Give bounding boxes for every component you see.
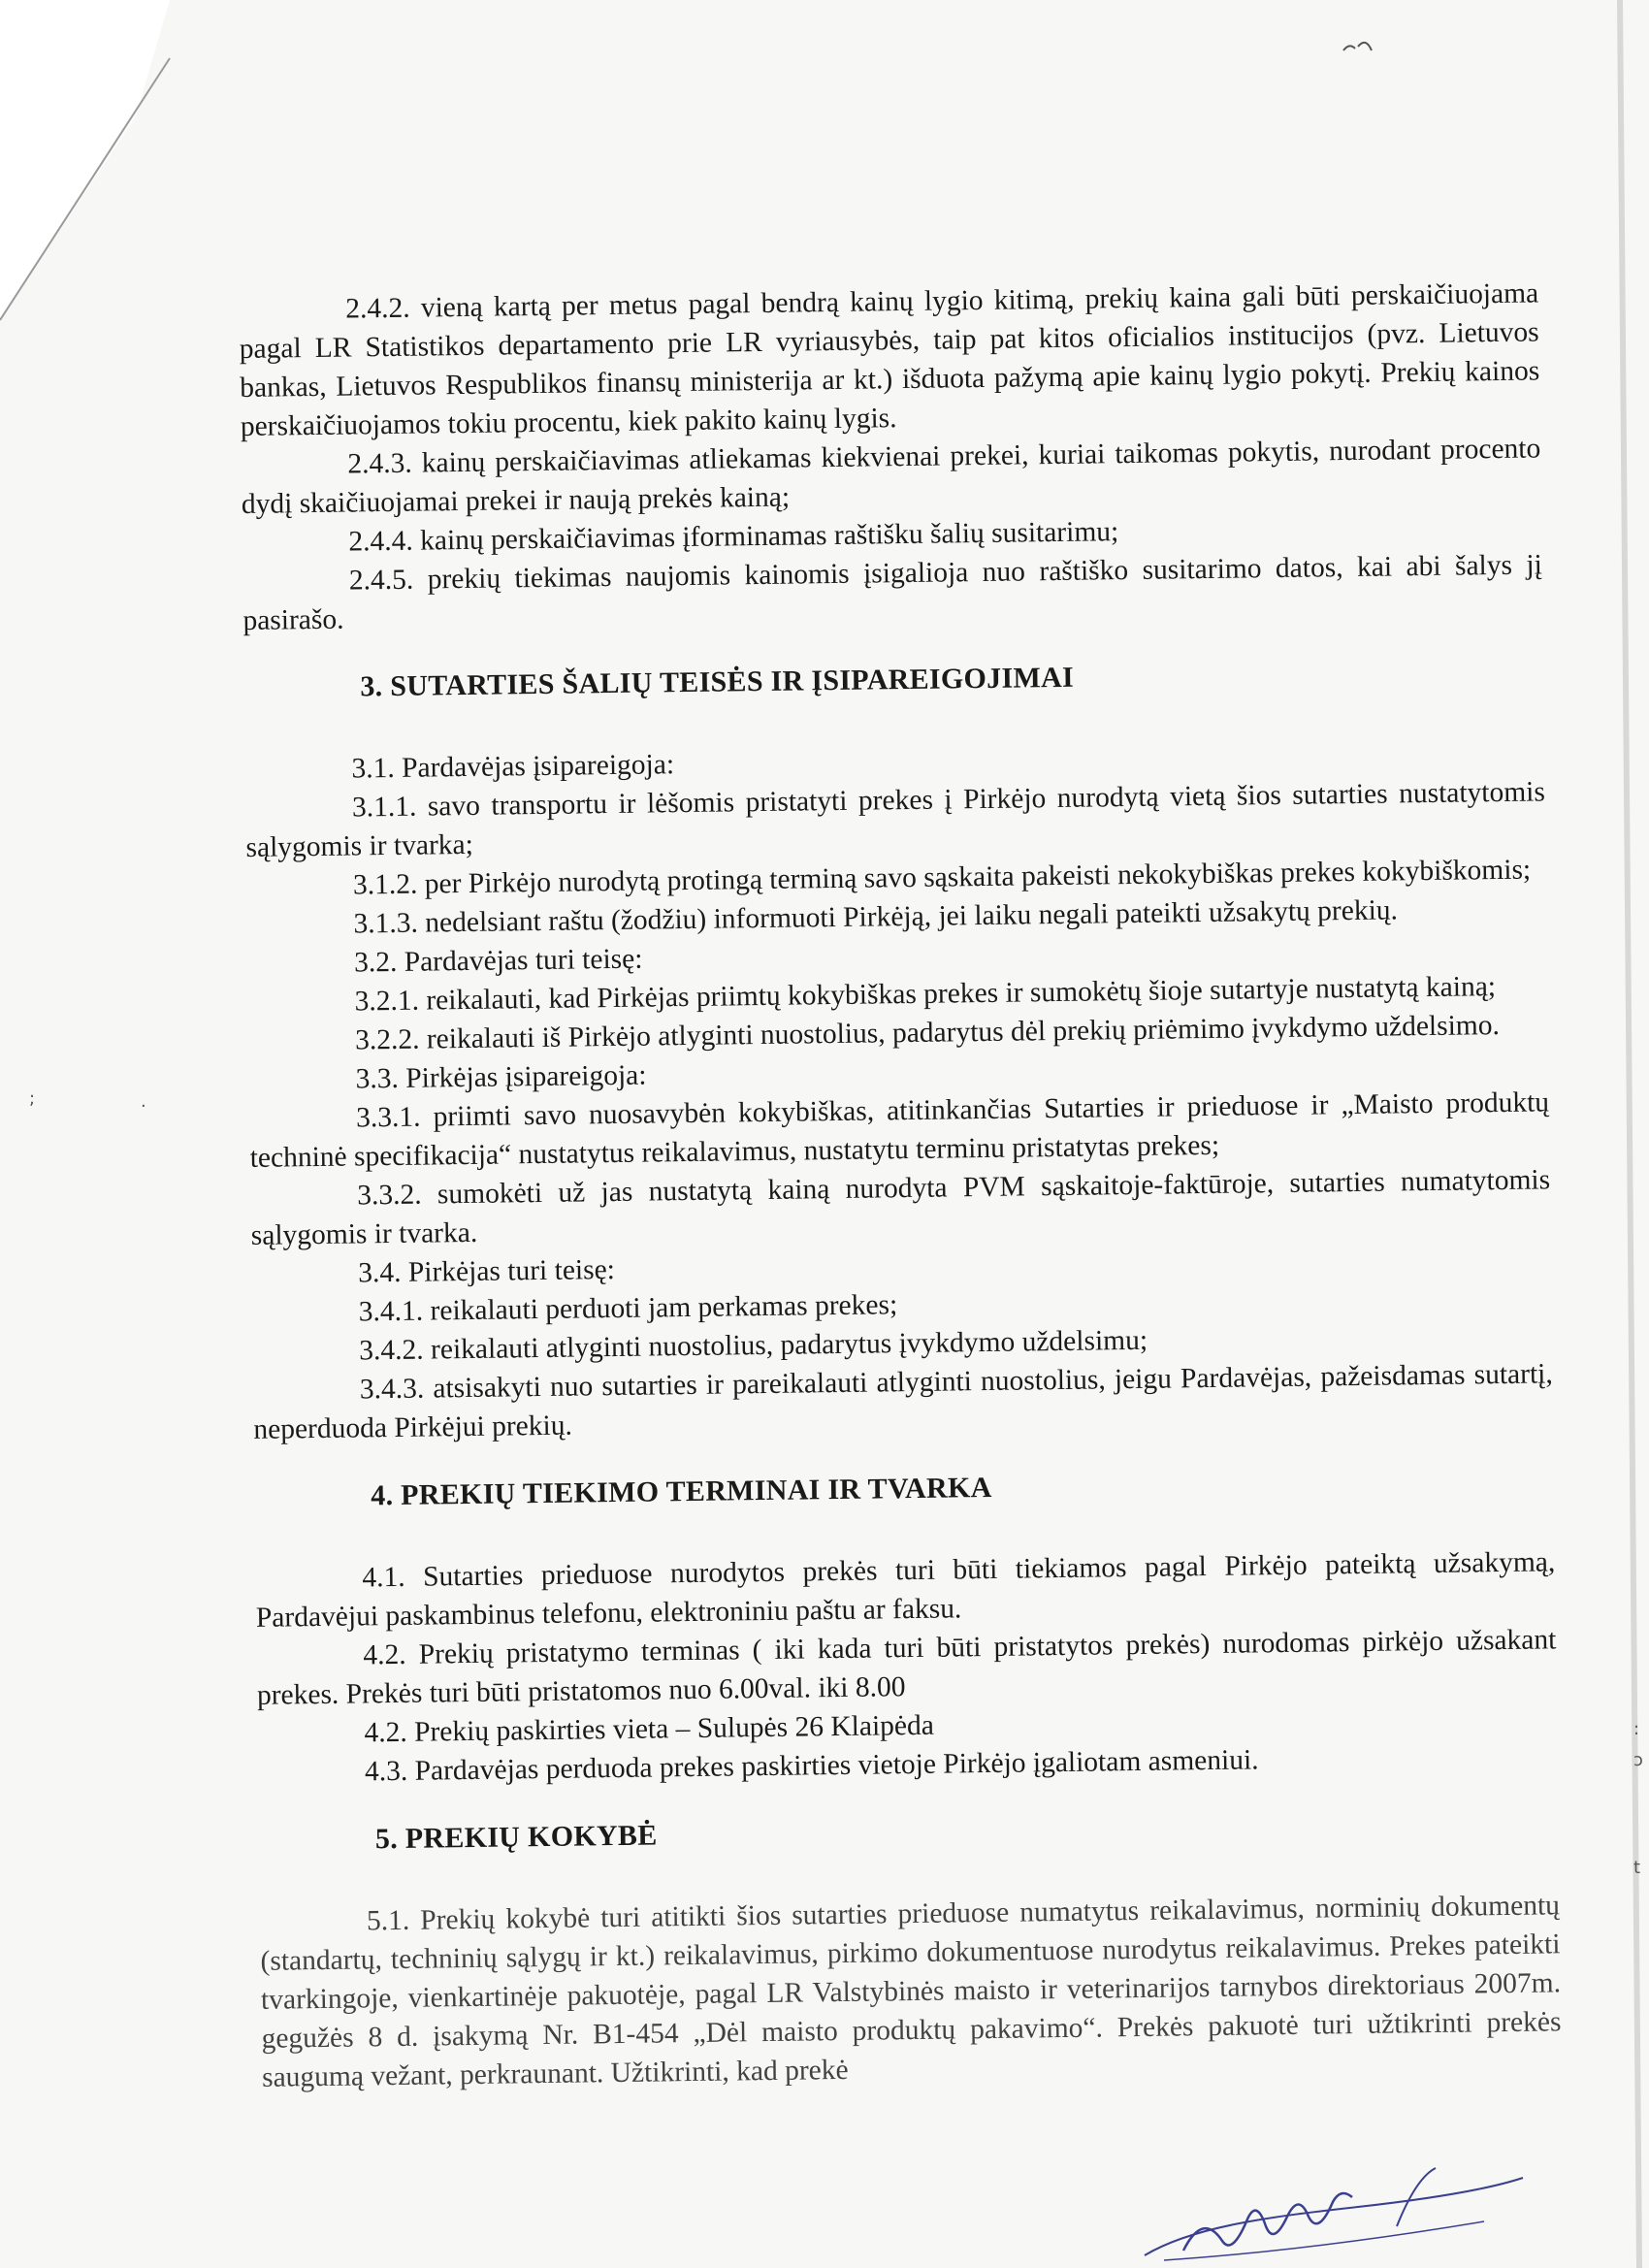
document-body [239,274,1562,2096]
clause-3-1: 3.1. Pardavėjas įsipareigoja: [351,749,675,785]
clause-3-4-2: 3.4.2. reikalauti atlyginti nuostolius, padarytus įvykdymo uždelsimu; [359,1324,1148,1367]
clause-2-4-3: 2.4.3. kainų perskaičiavimas atliekamas kiekvienai prekei, kuriai taikomas pokytis, nurodant procento dydį skaičiuojamai prekei ir naują prekės kainą; [241,433,1541,520]
section-3-heading: 3. SUTARTIES ŠALIŲ TEISĖS IR ĮSIPAREIGOJIMAI [360,661,1075,703]
margin-mark: ; [29,1088,36,1109]
clause-2-4-4: 2.4.4. kainų perskaičiavimas įforminamas raštišku šalių susitarimu; [348,516,1119,558]
margin-mark: t [1633,1858,1641,1878]
clause-5-1: 5.1. Prekių kokybė turi atitikti šios sutarties prieduose numatytus reikalavimus, norminių dokumentų (standartų, techninių sąlygų ir kt.) reikalavimus, pirkimo dokumentuose nurodytus reikalavimus. Prekes pateikti tvarkingoje, vienkartinėje pakuotėje, pagal LR Valstybinės maisto ir veterinarijos tarnybos direktoriaus 2007m. gegužės 8 d. įsakymą Nr. B1-454 „Dėl maisto produktų pakavimo“. Prekės pakuotė turi užtikrinti prekės saugumą vežant, perkraunant. Užtikrinti, kad prekė [260,1890,1562,2093]
section-5-heading: 5. PREKIŲ KOKYBĖ [374,1819,658,1856]
clause-3-1-3: 3.1.3. nedelsiant raštu (žodžiu) informuoti Pirkėją, jei laiku negali pateikti užsakytų prekių. [353,894,1399,940]
clause-3-3-1: 3.3.1. priimti savo nuosavybėn kokybiškas, atitinkančias Sutarties ir prieduose ir „Maisto produktų techninė specifikacija“ nustatytus reikalavimus, nustatytu terminu pristatytas prekes; [249,1086,1550,1174]
clause-3-2: 3.2. Pardavėjas turi teisę: [353,943,643,979]
clause-3-3: 3.3. Pirkėjas įsipareigoja: [355,1059,647,1095]
clause-3-3-2: 3.3.2. sumokėti už jas nustatytą kainą nurodyta PVM sąskaitoje-faktūroje, sutarties numatytomis sąlygomis ir tvarka. [250,1164,1551,1251]
clause-3-1-1: 3.1.1. savo transportu ir lėšomis pristatyti prekes į Pirkėjo nurodytą vietą šios sutarties nustatytomis sąlygomis ir tvarka; [245,776,1546,863]
section-4-heading: 4. PREKIŲ TIEKIMO TERMINAI IR TVARKA [371,1471,992,1512]
margin-mark: : [1633,1719,1640,1739]
clause-2-4-2: 2.4.2. vieną kartą per metus pagal bendrą kainų lygio kitimą, prekių kaina gali būti perskaičiuojama pagal LR Statistikos departamento prie LR vyriausybės, taip pat kitos oficialios institucijos (pvz. Lietuvos bankas, Lietuvos Respublikos finansų ministerija ar kt.) išduota pažymą apie kainų lygio pokytį. Prekių kainos perskaičiuojamos tokiu procentu, kiek pakito kainų lygis. [239,277,1540,442]
clause-2-4-5: 2.4.5. prekių tiekimas naujomis kainomis įsigalioja nuo raštiško susitarimo datos, kai abi šalys jį pasirašo. [242,549,1543,636]
clause-3-4-3: 3.4.3. atsisakyti nuo sutarties ir pareikalauti atlyginti nuostolius, jeigu Pardavėjas, pažeisdamas sutartį, neperduoda Pirkėjui prekių. [253,1358,1553,1445]
clause-4-2b: 4.2. Prekių paskirties vieta – Sulupės 26 Klaipėda [364,1709,935,1749]
clause-4-2: 4.2. Prekių pristatymo terminas ( iki kada turi būti pristatytos prekės) nurodomas pirkėjo užsakant prekes. Prekės turi būti pristatomos nuo 6.00val. iki 8.00 [256,1624,1557,1711]
signature-scribble [1106,2158,1533,2265]
clause-3-2-1: 3.2.1. reikalauti, kad Pirkėjas priimtų kokybiškas prekes ir sumokėtų šioje sutartyje nustatytą kainą; [354,971,1497,1018]
clause-4-1: 4.1. Sutarties prieduose nurodytos prekės turi būti tiekiamos pagal Pirkėjo pateiktą užsakymą, Pardavėjui paskambinus telefonu, elektroniniu paštu ar faksu. [255,1546,1556,1634]
clause-3-4: 3.4. Pirkėjas turi teisę: [358,1254,616,1289]
clause-3-4-1: 3.4.1. reikalauti perduoti jam perkamas prekes; [358,1289,898,1328]
clause-4-3: 4.3. Pardavėjas perduoda prekes paskirties vietoje Pirkėjo įgaliotam asmeniui. [364,1744,1259,1788]
clause-3-1-2: 3.1.2. per Pirkėjo nurodytą protingą terminą savo sąskaita pakeisti nekokybiškas prekes kokybiškomis; [352,854,1532,901]
margin-mark: ɔ [1633,1750,1643,1770]
clause-3-2-2: 3.2.2. reikalauti iš Pirkėjo atlyginti nuostolius, padarytus dėl prekių priėmimo įvykdymo uždelsimo. [354,1010,1501,1056]
margin-mark: · [141,1096,146,1117]
